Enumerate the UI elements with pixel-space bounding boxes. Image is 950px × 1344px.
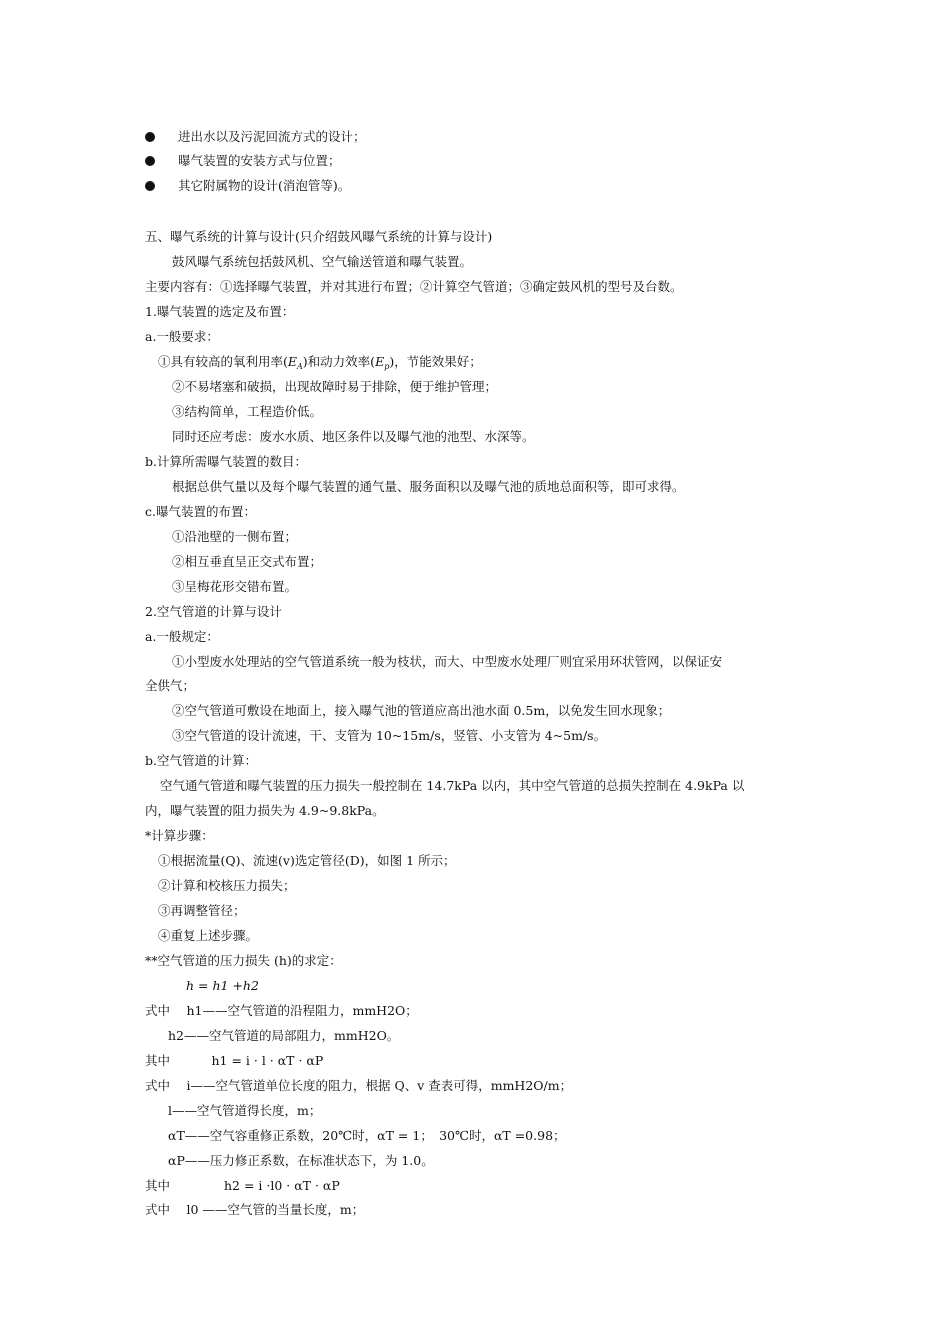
section-heading: 五、曝气系统的计算与设计(只介绍鼓风曝气系统的计算与设计) [145, 229, 493, 244]
formula-note: αP——压力修正系数，在标准状态下，为 1.0。 [168, 1153, 434, 1168]
list-item: ③空气管道的设计流速，干、支管为 10~15m/s，竖管、小支管为 4~5m/s。 [172, 728, 607, 743]
formula-note: 式中 l0 ——空气管的当量长度，m； [145, 1202, 365, 1217]
list-item: ②相互垂直呈正交式布置； [172, 554, 323, 569]
paragraph-line: 空气通气管道和曝气装置的压力损失一般控制在 14.7kPa 以内，其中空气管道的总损失控制在 4.9kPa 以 [160, 778, 745, 793]
paragraph-line: 根据总供气量以及每个曝气装置的通气量、服务面积以及曝气池的质地总面积等，即可求得。 [172, 479, 685, 494]
formula: 其中 h1 = i · l · αT · αP [145, 1053, 324, 1068]
list-item: ②计算和校核压力损失； [158, 878, 296, 893]
subheading: c.曝气装置的布置： [145, 504, 256, 519]
subheading: b.计算所需曝气装置的数目： [145, 454, 307, 469]
subheading: **空气管道的压力损失 (h)的求定： [145, 953, 342, 968]
list-item: ①沿池壁的一侧布置； [172, 529, 298, 544]
subheading: a.一般要求： [145, 329, 219, 344]
list-item: ①根据流量(Q)、流速(v)选定管径(D)，如图 1 所示； [158, 853, 456, 868]
list-item: ③结构简单，工程造价低。 [172, 404, 323, 419]
bullet-item: 其它附属物的设计(消泡管等)。 [178, 178, 351, 193]
subheading: 2.空气管道的计算与设计 [145, 604, 282, 619]
formula: 其中 h2 = i ·l0 · αT · αP [145, 1178, 340, 1193]
list-item: ③呈梅花形交错布置。 [172, 579, 298, 594]
formula-note: 式中 i——空气管道单位长度的阻力，根据 Q、v 查表可得，mmH2O/m； [145, 1078, 573, 1093]
subheading: 1.曝气装置的选定及布置： [145, 304, 295, 319]
bullet-icon [145, 156, 155, 166]
formula-note: h2——空气管道的局部阻力，mmH2O。 [168, 1028, 400, 1043]
subheading: *计算步骤： [145, 828, 214, 843]
paragraph-line: 鼓风曝气系统包括鼓风机、空气输送管道和曝气装置。 [172, 254, 473, 269]
paragraph-line: 主要内容有：①选择曝气装置，并对其进行布置；②计算空气管道；③确定鼓风机的型号及台数。 [145, 279, 683, 294]
bullet-icon [145, 181, 155, 191]
subheading: b.空气管道的计算： [145, 753, 257, 768]
bullet-icon [145, 132, 155, 142]
list-item: ②不易堵塞和破损，出现故障时易于排除，便于维护管理； [172, 379, 498, 394]
formula-note: αT——空气容重修正系数，20℃时，αT = 1； 30℃时，αT =0.98； [168, 1128, 566, 1143]
paragraph-line: 全供气； [145, 678, 196, 693]
list-item: ④重复上述步骤。 [158, 928, 259, 943]
paragraph-line: 同时还应考虑：废水水质、地区条件以及曝气池的池型、水深等。 [172, 429, 535, 444]
list-item: ③再调整管径； [158, 903, 246, 918]
bullet-item: 曝气装置的安装方式与位置； [178, 153, 341, 168]
list-item: ①具有较高的氧利用率$(E_A)$和动力效率$(E_p)$，节能效果好； [158, 354, 482, 371]
list-item: ②空气管道可敷设在地面上，接入曝气池的管道应高出池水面 0.5m，以免发生回水现象； [172, 703, 671, 718]
list-item: ①小型废水处理站的空气管道系统一般为枝状，而大、中型废水处理厂则宜采用环状管网，以保证安 [172, 654, 723, 669]
formula-note: l——空气管道得长度，m； [168, 1103, 322, 1118]
formula-note: 式中 h1——空气管道的沿程阻力，mmH2O； [145, 1003, 418, 1018]
paragraph-line: 内，曝气装置的阻力损失为 4.9~9.8kPa。 [145, 803, 385, 818]
bullet-item: 进出水以及污泥回流方式的设计； [178, 129, 366, 144]
subheading: a.一般规定： [145, 629, 219, 644]
formula: h = h1 +h2 [186, 978, 259, 993]
